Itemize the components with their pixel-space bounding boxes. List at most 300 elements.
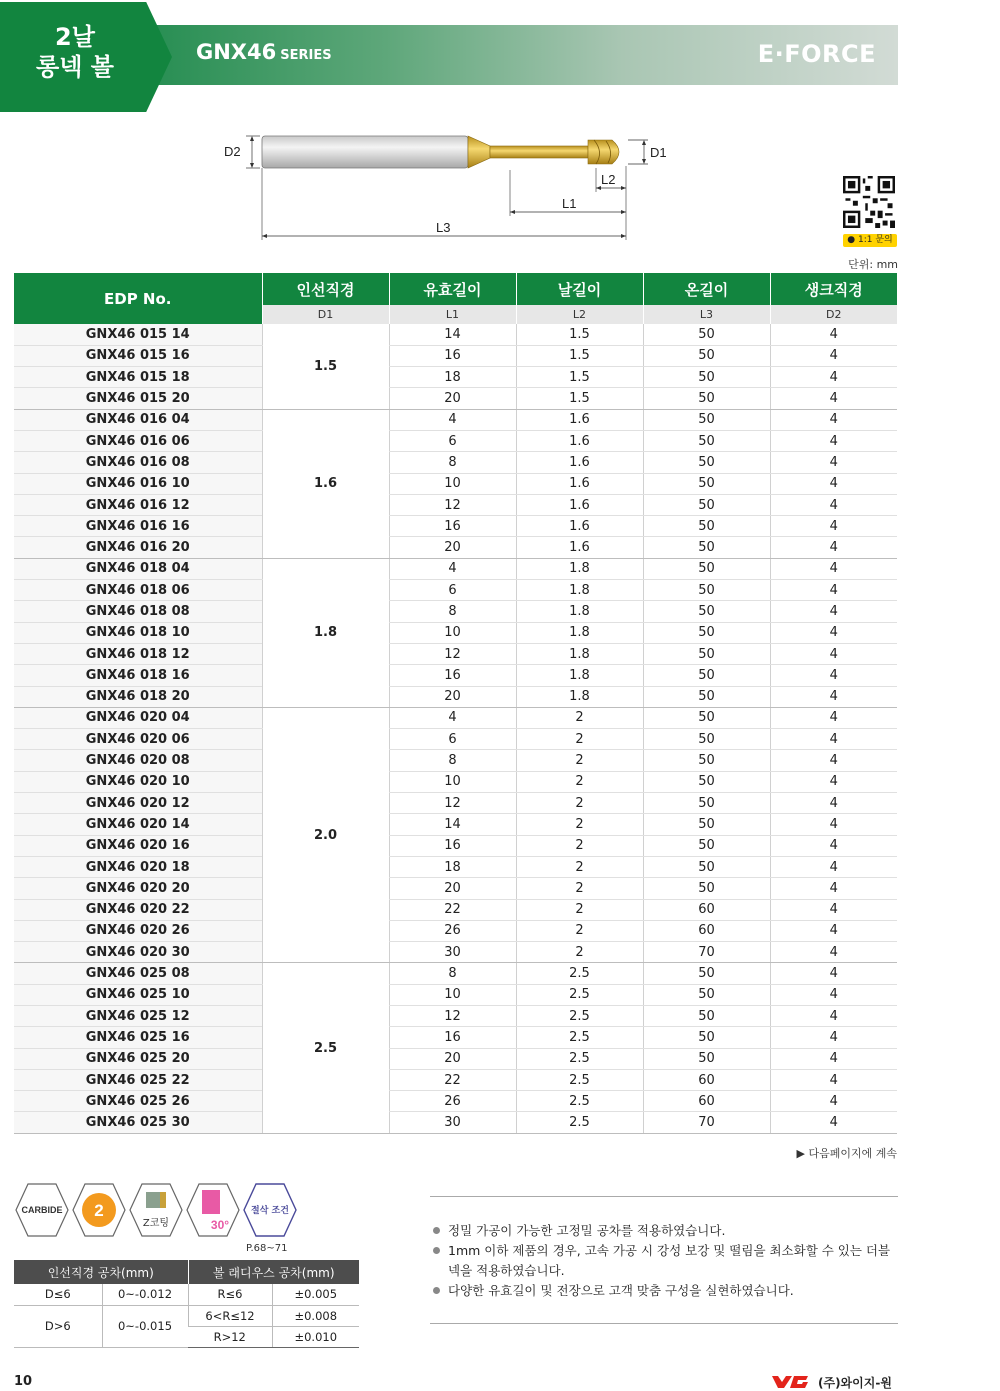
overall-length: 50 xyxy=(643,1048,770,1069)
overall-length: 50 xyxy=(643,686,770,707)
category-title xyxy=(0,22,150,82)
flute-length: 1.5 xyxy=(516,345,643,366)
overall-length: 50 xyxy=(643,984,770,1005)
table-row xyxy=(14,729,897,750)
shank-diameter: 4 xyxy=(770,729,897,750)
flute-length: 1.6 xyxy=(516,473,643,494)
shank-diameter: 4 xyxy=(770,984,897,1005)
shank-diameter: 4 xyxy=(770,345,897,366)
effective-length: 20 xyxy=(389,878,516,899)
header-l2: 날길이 xyxy=(516,273,643,305)
effective-length: 14 xyxy=(389,324,516,345)
flute-length: 2.5 xyxy=(516,1091,643,1112)
edp-number: GNX46 020 16 xyxy=(14,835,262,856)
table-row xyxy=(14,942,897,963)
overall-length: 50 xyxy=(643,516,770,537)
svg-text:2: 2 xyxy=(94,1201,104,1220)
shank-diameter: 4 xyxy=(770,601,897,622)
ball-head xyxy=(588,140,619,164)
shank-diameter: 4 xyxy=(770,580,897,601)
edp-number: GNX46 020 10 xyxy=(14,771,262,792)
shank-diameter: 4 xyxy=(770,1006,897,1027)
effective-length: 20 xyxy=(389,388,516,409)
shank-diameter: 4 xyxy=(770,409,897,430)
label-d2: D2 xyxy=(224,144,241,159)
effective-length: 22 xyxy=(389,1069,516,1090)
symbol-d2: D2 xyxy=(770,305,897,324)
effective-length: 20 xyxy=(389,1048,516,1069)
edp-number: GNX46 018 12 xyxy=(14,643,262,664)
edp-number: GNX46 020 04 xyxy=(14,707,262,728)
overall-length: 70 xyxy=(643,942,770,963)
effective-length: 12 xyxy=(389,793,516,814)
flute-length: 2 xyxy=(516,920,643,941)
tol-r-value: ±0.008 xyxy=(272,1305,359,1326)
effective-length: 16 xyxy=(389,516,516,537)
flute-length: 1.8 xyxy=(516,622,643,643)
shank-diameter: 4 xyxy=(770,324,897,345)
table-row xyxy=(14,516,897,537)
svg-text:절삭 조건: 절삭 조건 xyxy=(251,1206,289,1216)
header-radius-tolerance: 볼 래디우스 공차(mm) xyxy=(188,1260,359,1284)
overall-length: 50 xyxy=(643,473,770,494)
flute-count-icon xyxy=(73,1184,125,1236)
company-logo-icon xyxy=(770,1374,810,1390)
flute-length: 2.5 xyxy=(516,1069,643,1090)
tol-r-value: ±0.010 xyxy=(272,1326,359,1347)
flute-length: 2.5 xyxy=(516,1006,643,1027)
effective-length: 22 xyxy=(389,899,516,920)
table-row xyxy=(14,558,897,579)
unit-label: 단위: mm xyxy=(848,258,898,271)
shank-diameter: 4 xyxy=(770,942,897,963)
shank-diameter: 4 xyxy=(770,1048,897,1069)
edp-number: GNX46 018 20 xyxy=(14,686,262,707)
label-l3: L3 xyxy=(436,220,451,235)
tol-d-cond: D>6 xyxy=(14,1305,102,1347)
note-item: 1mm 이하 제품의 경우, 고속 가공 시 강성 보강 및 떨림을 최소화할 수 있는 더블넥을 적용하였습니다. xyxy=(430,1241,898,1281)
symbol-l1: L1 xyxy=(389,305,516,324)
shank-diameter: 4 xyxy=(770,494,897,515)
series-code: GNX46 xyxy=(196,40,277,64)
flute-length: 1.6 xyxy=(516,494,643,515)
table-row xyxy=(14,1069,897,1090)
edp-number: GNX46 015 20 xyxy=(14,388,262,409)
feature-notes xyxy=(430,1196,898,1324)
shank-diameter: 4 xyxy=(770,1112,897,1133)
table-row xyxy=(14,494,897,515)
flute-length: 1.5 xyxy=(516,388,643,409)
edp-number: GNX46 018 04 xyxy=(14,558,262,579)
effective-length: 8 xyxy=(389,750,516,771)
overall-length: 50 xyxy=(643,388,770,409)
effective-length: 26 xyxy=(389,1091,516,1112)
effective-length: 16 xyxy=(389,665,516,686)
effective-length: 8 xyxy=(389,601,516,622)
table-row xyxy=(14,1091,897,1112)
tol-d-value: 0~-0.012 xyxy=(102,1284,188,1305)
overall-length: 50 xyxy=(643,622,770,643)
table-row xyxy=(14,473,897,494)
table-row xyxy=(14,899,897,920)
shank-diameter: 4 xyxy=(770,920,897,941)
chat-bubble-icon: ● xyxy=(847,235,856,245)
table-row xyxy=(14,793,897,814)
tol-r-cond: R≤6 xyxy=(188,1284,272,1305)
table-row xyxy=(14,707,897,728)
shank-diameter: 4 xyxy=(770,537,897,558)
label-d1: D1 xyxy=(650,145,667,160)
overall-length: 50 xyxy=(643,729,770,750)
tol-r-value: ±0.005 xyxy=(272,1284,359,1305)
edp-number: GNX46 020 14 xyxy=(14,814,262,835)
shank-diameter: 4 xyxy=(770,1091,897,1112)
flute-length: 2 xyxy=(516,707,643,728)
effective-length: 6 xyxy=(389,729,516,750)
edp-number: GNX46 016 06 xyxy=(14,430,262,451)
shank-diameter: 4 xyxy=(770,750,897,771)
edp-number: GNX46 020 30 xyxy=(14,942,262,963)
effective-length: 30 xyxy=(389,1112,516,1133)
overall-length: 50 xyxy=(643,580,770,601)
flute-length: 2.5 xyxy=(516,963,643,984)
table-row xyxy=(14,580,897,601)
overall-length: 50 xyxy=(643,814,770,835)
table-row xyxy=(14,388,897,409)
effective-length: 6 xyxy=(389,580,516,601)
edp-number: GNX46 018 06 xyxy=(14,580,262,601)
overall-length: 60 xyxy=(643,1091,770,1112)
edp-number: GNX46 020 18 xyxy=(14,856,262,877)
table-row xyxy=(14,920,897,941)
shank-diameter: 4 xyxy=(770,686,897,707)
tool-drawing xyxy=(220,128,680,248)
shank-diameter: 4 xyxy=(770,814,897,835)
flute-length: 2 xyxy=(516,899,643,920)
overall-length: 50 xyxy=(643,537,770,558)
edp-number: GNX46 020 08 xyxy=(14,750,262,771)
label-l2: L2 xyxy=(601,172,616,187)
flute-length: 2 xyxy=(516,750,643,771)
flute-length: 1.5 xyxy=(516,324,643,345)
overall-length: 50 xyxy=(643,324,770,345)
overall-length: 50 xyxy=(643,856,770,877)
series-word: SERIES xyxy=(280,48,332,63)
flute-length: 1.8 xyxy=(516,601,643,622)
svg-text:30°: 30° xyxy=(210,1218,230,1232)
flute-length: 2.5 xyxy=(516,1027,643,1048)
qr-code-icon[interactable] xyxy=(843,176,895,228)
table-row xyxy=(14,835,897,856)
effective-length: 14 xyxy=(389,814,516,835)
edp-number: GNX46 015 18 xyxy=(14,367,262,388)
cutting-diameter: 1.6 xyxy=(262,409,389,558)
overall-length: 50 xyxy=(643,750,770,771)
effective-length: 16 xyxy=(389,835,516,856)
note-item: 정밀 가공이 가능한 고정밀 공차를 적용하였습니다. xyxy=(430,1221,898,1241)
tol-r-cond: 6<R≤12 xyxy=(188,1305,272,1326)
svg-text:Z코팅: Z코팅 xyxy=(142,1218,170,1229)
shank-diameter: 4 xyxy=(770,622,897,643)
product-table xyxy=(14,273,897,1134)
flute-length: 1.6 xyxy=(516,537,643,558)
table-row xyxy=(14,771,897,792)
category-line1: 2날 xyxy=(55,23,95,51)
effective-length: 26 xyxy=(389,920,516,941)
flute-length: 1.6 xyxy=(516,409,643,430)
flute-length: 1.8 xyxy=(516,665,643,686)
table-row xyxy=(14,345,897,366)
header-diameter-tolerance: 인선직경 공차(mm) xyxy=(14,1260,188,1284)
edp-number: GNX46 025 12 xyxy=(14,1006,262,1027)
series-title xyxy=(196,40,332,64)
overall-length: 50 xyxy=(643,878,770,899)
header-d2: 생크직경 xyxy=(770,273,897,305)
shank-diameter: 4 xyxy=(770,963,897,984)
flute-length: 2.5 xyxy=(516,1048,643,1069)
overall-length: 50 xyxy=(643,793,770,814)
company-name: (주)와이지-원 xyxy=(818,1376,892,1390)
overall-length: 50 xyxy=(643,1006,770,1027)
effective-length: 18 xyxy=(389,367,516,388)
table-row xyxy=(14,1006,897,1027)
table-row xyxy=(14,856,897,877)
tolerance-table xyxy=(14,1260,359,1348)
continued-note: ▶ 다음페이지에 계속 xyxy=(796,1147,897,1160)
shank-diameter: 4 xyxy=(770,1027,897,1048)
table-row xyxy=(14,750,897,771)
effective-length: 18 xyxy=(389,856,516,877)
shank-diameter: 4 xyxy=(770,856,897,877)
shank-diameter: 4 xyxy=(770,643,897,664)
neck-shape xyxy=(490,146,588,158)
category-line2: 롱넥 볼 xyxy=(36,53,114,81)
edp-number: GNX46 020 06 xyxy=(14,729,262,750)
table-row xyxy=(14,643,897,664)
flute-length: 2 xyxy=(516,814,643,835)
effective-length: 10 xyxy=(389,771,516,792)
table-row xyxy=(14,1112,897,1133)
table-row xyxy=(14,814,897,835)
effective-length: 10 xyxy=(389,622,516,643)
shank-diameter: 4 xyxy=(770,793,897,814)
flute-length: 1.6 xyxy=(516,452,643,473)
symbol-l2: L2 xyxy=(516,305,643,324)
edp-number: GNX46 015 14 xyxy=(14,324,262,345)
flute-length: 1.5 xyxy=(516,367,643,388)
flute-length: 2 xyxy=(516,771,643,792)
shank-diameter: 4 xyxy=(770,452,897,473)
helix-angle-icon xyxy=(187,1184,239,1236)
edp-number: GNX46 025 22 xyxy=(14,1069,262,1090)
overall-length: 50 xyxy=(643,345,770,366)
effective-length: 8 xyxy=(389,452,516,473)
edp-number: GNX46 016 20 xyxy=(14,537,262,558)
overall-length: 50 xyxy=(643,963,770,984)
flute-length: 2.5 xyxy=(516,984,643,1005)
shank-diameter: 4 xyxy=(770,835,897,856)
table-row xyxy=(14,963,897,984)
shank-diameter: 4 xyxy=(770,473,897,494)
shank-diameter: 4 xyxy=(770,899,897,920)
flute-length: 1.8 xyxy=(516,643,643,664)
z-coating-icon xyxy=(130,1184,182,1236)
overall-length: 50 xyxy=(643,835,770,856)
qr-inquiry-label[interactable] xyxy=(843,234,897,247)
header-d1: 인선직경 xyxy=(262,273,389,305)
effective-length: 10 xyxy=(389,473,516,494)
flute-length: 2 xyxy=(516,856,643,877)
cutting-conditions-page-ref: P.68~71 xyxy=(246,1243,288,1254)
edp-number: GNX46 018 16 xyxy=(14,665,262,686)
edp-number: GNX46 016 08 xyxy=(14,452,262,473)
table-row xyxy=(14,367,897,388)
edp-number: GNX46 016 12 xyxy=(14,494,262,515)
table-row xyxy=(14,878,897,899)
edp-number: GNX46 020 12 xyxy=(14,793,262,814)
cutting-diameter: 2.0 xyxy=(262,707,389,963)
effective-length: 8 xyxy=(389,963,516,984)
effective-length: 6 xyxy=(389,430,516,451)
shank-diameter: 4 xyxy=(770,558,897,579)
shank-diameter: 4 xyxy=(770,388,897,409)
edp-number: GNX46 025 10 xyxy=(14,984,262,1005)
label-l1: L1 xyxy=(562,196,577,211)
flute-length: 2 xyxy=(516,729,643,750)
flute-length: 1.8 xyxy=(516,686,643,707)
tol-r-cond: R>12 xyxy=(188,1326,272,1347)
edp-number: GNX46 025 30 xyxy=(14,1112,262,1133)
header-l1: 유효길이 xyxy=(389,273,516,305)
header-l3: 온길이 xyxy=(643,273,770,305)
table-row xyxy=(14,452,897,473)
flute-length: 2 xyxy=(516,942,643,963)
effective-length: 4 xyxy=(389,409,516,430)
table-row xyxy=(14,984,897,1005)
cutting-diameter: 1.8 xyxy=(262,558,389,707)
edp-number: GNX46 025 08 xyxy=(14,963,262,984)
flute-length: 2.5 xyxy=(516,1112,643,1133)
header-edp: EDP No. xyxy=(14,273,262,324)
edp-number: GNX46 020 26 xyxy=(14,920,262,941)
edp-number: GNX46 018 08 xyxy=(14,601,262,622)
effective-length: 12 xyxy=(389,1006,516,1027)
table-row xyxy=(14,1027,897,1048)
edp-number: GNX46 025 26 xyxy=(14,1091,262,1112)
feature-icons xyxy=(14,1182,304,1238)
shank-diameter: 4 xyxy=(770,516,897,537)
table-row xyxy=(14,537,897,558)
tol-d-cond: D≤6 xyxy=(14,1284,102,1305)
overall-length: 50 xyxy=(643,771,770,792)
edp-number: GNX46 020 20 xyxy=(14,878,262,899)
cutting-diameter: 2.5 xyxy=(262,963,389,1133)
overall-length: 50 xyxy=(643,452,770,473)
effective-length: 20 xyxy=(389,537,516,558)
overall-length: 50 xyxy=(643,494,770,515)
effective-length: 10 xyxy=(389,984,516,1005)
table-row xyxy=(14,601,897,622)
flute-length: 2 xyxy=(516,793,643,814)
table-row xyxy=(14,430,897,451)
table-row xyxy=(14,324,897,345)
symbol-l3: L3 xyxy=(643,305,770,324)
overall-length: 50 xyxy=(643,558,770,579)
edp-number: GNX46 016 16 xyxy=(14,516,262,537)
flute-length: 1.6 xyxy=(516,516,643,537)
table-row xyxy=(14,1048,897,1069)
effective-length: 4 xyxy=(389,707,516,728)
edp-number: GNX46 018 10 xyxy=(14,622,262,643)
brand-name: E·FORCE xyxy=(757,40,876,68)
overall-length: 50 xyxy=(643,601,770,622)
overall-length: 50 xyxy=(643,430,770,451)
effective-length: 20 xyxy=(389,686,516,707)
flute-length: 1.8 xyxy=(516,580,643,601)
shank-shape xyxy=(262,136,468,168)
note-item: 다양한 유효길이 및 전장으로 고객 맞춤 구성을 실현하였습니다. xyxy=(430,1281,898,1301)
effective-length: 16 xyxy=(389,1027,516,1048)
edp-number: GNX46 025 20 xyxy=(14,1048,262,1069)
edp-number: GNX46 016 10 xyxy=(14,473,262,494)
edp-number: GNX46 015 16 xyxy=(14,345,262,366)
shank-diameter: 4 xyxy=(770,430,897,451)
shank-diameter: 4 xyxy=(770,665,897,686)
overall-length: 50 xyxy=(643,367,770,388)
cutting-conditions-icon xyxy=(244,1184,296,1236)
flute-length: 2 xyxy=(516,878,643,899)
flute-length: 1.6 xyxy=(516,430,643,451)
flute-length: 1.8 xyxy=(516,558,643,579)
edp-number: GNX46 025 16 xyxy=(14,1027,262,1048)
shank-diameter: 4 xyxy=(770,1069,897,1090)
table-row xyxy=(14,686,897,707)
edp-number: GNX46 016 04 xyxy=(14,409,262,430)
shank-diameter: 4 xyxy=(770,771,897,792)
shank-diameter: 4 xyxy=(770,707,897,728)
overall-length: 50 xyxy=(643,707,770,728)
shank-diameter: 4 xyxy=(770,878,897,899)
edp-number: GNX46 020 22 xyxy=(14,899,262,920)
overall-length: 50 xyxy=(643,643,770,664)
overall-length: 50 xyxy=(643,409,770,430)
overall-length: 60 xyxy=(643,920,770,941)
shank-diameter: 4 xyxy=(770,367,897,388)
table-row xyxy=(14,665,897,686)
flute-length: 2 xyxy=(516,835,643,856)
overall-length: 60 xyxy=(643,1069,770,1090)
symbol-d1: D1 xyxy=(262,305,389,324)
effective-length: 30 xyxy=(389,942,516,963)
overall-length: 70 xyxy=(643,1112,770,1133)
overall-length: 60 xyxy=(643,899,770,920)
effective-length: 12 xyxy=(389,643,516,664)
qr-label-text: 1:1 문의 xyxy=(858,235,893,245)
table-row xyxy=(14,622,897,643)
carbide-icon xyxy=(16,1184,68,1236)
svg-text:CARBIDE: CARBIDE xyxy=(21,1205,63,1215)
page-number: 10 xyxy=(14,1374,33,1389)
cutting-diameter: 1.5 xyxy=(262,324,389,409)
tol-d-value: 0~-0.015 xyxy=(102,1305,188,1347)
neck-taper xyxy=(468,136,490,168)
effective-length: 4 xyxy=(389,558,516,579)
effective-length: 12 xyxy=(389,494,516,515)
overall-length: 50 xyxy=(643,1027,770,1048)
table-row xyxy=(14,409,897,430)
effective-length: 16 xyxy=(389,345,516,366)
overall-length: 50 xyxy=(643,665,770,686)
